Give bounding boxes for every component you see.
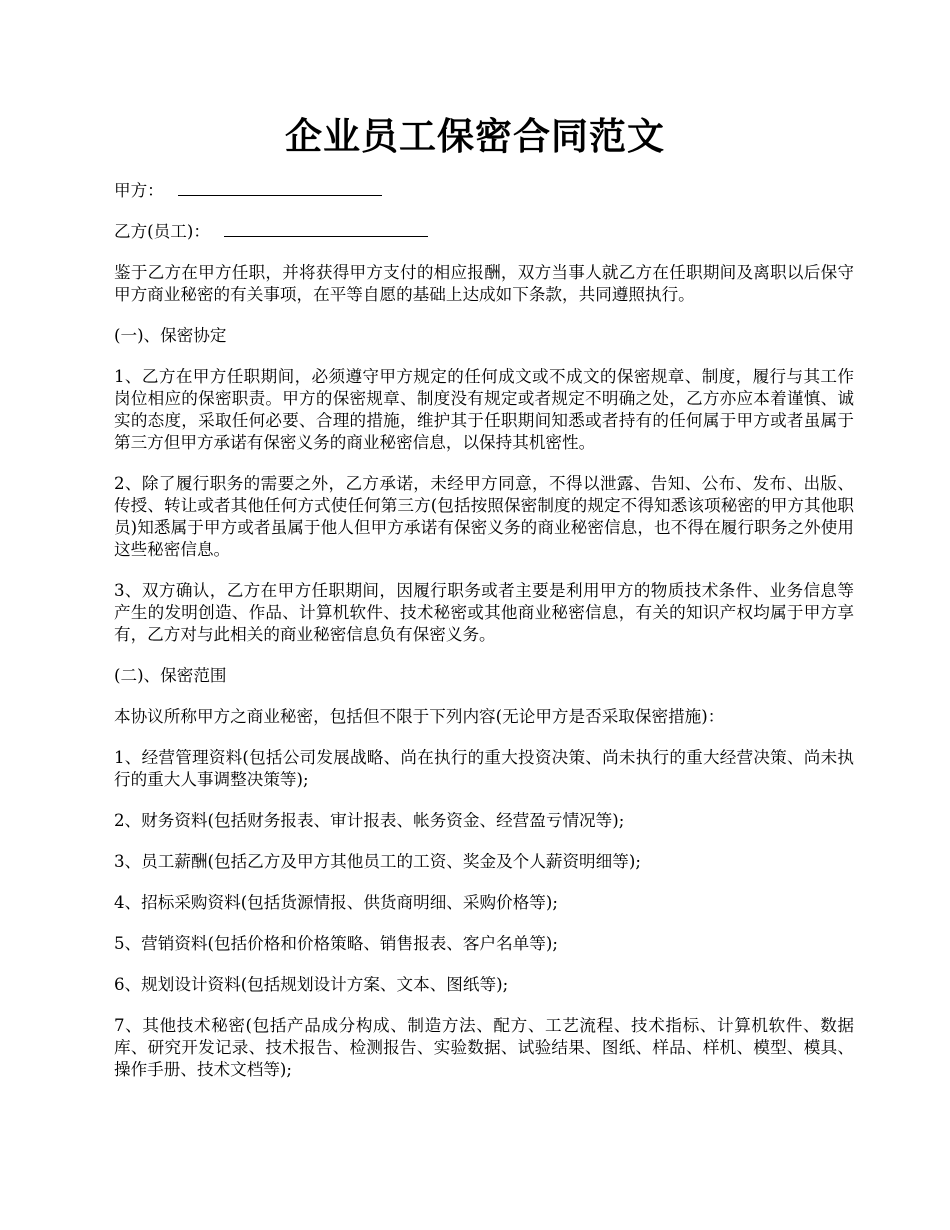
party-b-line: [114, 221, 854, 243]
section2-item-3: 3、员工薪酬(包括乙方及甲方其他员工的工资、奖金及个人薪资明细等);: [114, 852, 641, 871]
section1-clause-1: 1、乙方在甲方任职期间，必须遵守甲方规定的任何成文或不成文的保密规章、制度，履行与其工作岗位相应的保密职责。甲方的保密规章、制度没有规定或者规定不明确之处，乙方亦应本着谨慎、诚实的态度，采取任何必要、合理的措施，维护其于任职期间知悉或者持有的任何属于甲方或者虽属于第三方但甲方承诺有保密义务的商业秘密信息，以保持其机密性。: [114, 367, 854, 452]
party-b-label: 乙方(员工)：: [114, 222, 210, 241]
party-a-line: [114, 180, 854, 202]
section1-clause-3: 3、双方确认，乙方在甲方任职期间，因履行职务或者主要是利用甲方的物质技术条件、业务信息等产生的发明创造、作品、计算机软件、技术秘密或其他商业秘密信息，有关的知识产权均属于甲方享有，乙方对与此相关的商业秘密信息负有保密义务。: [114, 581, 854, 644]
intro-paragraph: 鉴于乙方在甲方任职，并将获得甲方支付的相应报酬，双方当事人就乙方在任职期间及离职以后保守甲方商业秘密的有关事项，在平等自愿的基础上达成如下条款，共同遵照执行。: [114, 263, 854, 304]
section2-item-4: 4、招标采购资料(包括货源情报、供货商明细、采购价格等);: [114, 893, 558, 912]
section2-heading: (二)、保密范围: [114, 666, 227, 685]
section1-clause-2: 2、除了履行职务的需要之外，乙方承诺，未经甲方同意，不得以泄露、告知、公布、发布、出版、传授、转让或者其他任何方式使任何第三方(包括按照保密制度的规定不得知悉该项秘密的甲方其他职员)知悉属于甲方或者虽属于他人但甲方承诺有保密义务的商业秘密信息，也不得在履行职务之外使用这些秘密信息。: [114, 474, 854, 559]
section2-item-5: 5、营销资料(包括价格和价格策略、销售报表、客户名单等);: [114, 934, 558, 953]
section1-heading: (一)、保密协定: [114, 326, 227, 345]
section2-item-6: 6、规划设计资料(包括规划设计方案、文本、图纸等);: [114, 975, 509, 994]
document-body: [114, 180, 854, 1100]
section2-item-1: 1、经营管理资料(包括公司发展战略、尚在执行的重大投资决策、尚未执行的重大经营决策、尚未执行的重大人事调整决策等);: [114, 748, 854, 789]
party-b-blank: [224, 222, 428, 237]
party-a-label: 甲方：: [114, 181, 164, 200]
section2-item-2: 2、财务资料(包括财务报表、审计报表、帐务资金、经营盈亏情况等);: [114, 811, 625, 830]
section2-item-7: 7、其他技术秘密(包括产品成分构成、制造方法、配方、工艺流程、技术指标、计算机软件、数据库、研究开发记录、技术报告、检测报告、实验数据、试验结果、图纸、样品、样机、模型、模具、操作手册、技术文档等);: [114, 1016, 854, 1079]
document-title: 企业员工保密合同范文: [285, 114, 665, 158]
section2-intro: 本协议所称甲方之商业秘密，包括但不限于下列内容(无论甲方是否采取保密措施)：: [114, 707, 725, 726]
party-a-blank: [178, 181, 382, 196]
